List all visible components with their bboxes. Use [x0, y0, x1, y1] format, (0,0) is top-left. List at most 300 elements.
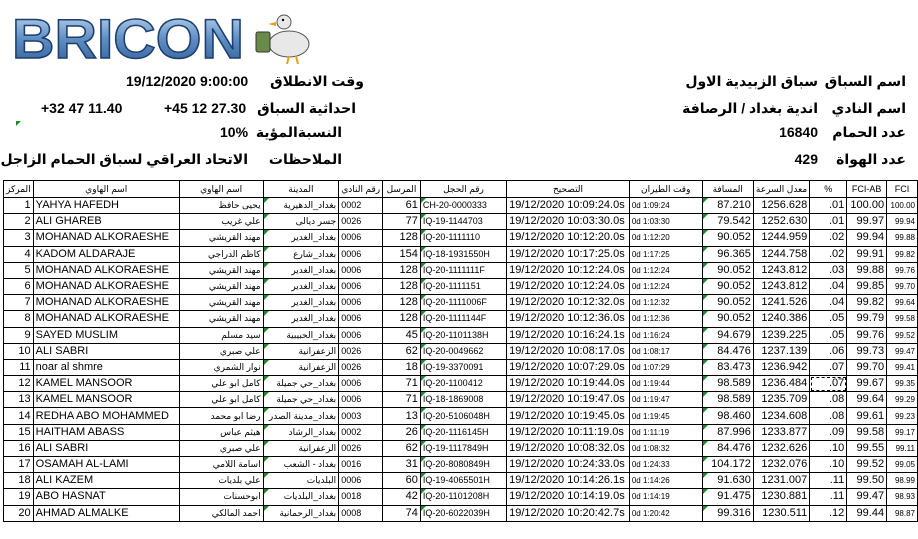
cell-distance[interactable]: 84.476	[702, 343, 753, 359]
cell-sent[interactable]: 154	[383, 246, 421, 262]
cell-name-en[interactable]: MOHANAD ALKORAESHE	[33, 278, 179, 294]
cell-ring[interactable]: IQ-20-1111006F	[420, 295, 506, 311]
cell-flight-time[interactable]: 0d 1:12:20	[629, 230, 702, 246]
cell-name-en[interactable]: KAMEL MANSOOR	[33, 392, 179, 408]
cell-distance[interactable]: 83.473	[702, 359, 753, 375]
cell-ring[interactable]: IQ-19-1117849H	[420, 440, 506, 456]
cell-club-no[interactable]: 0008	[339, 505, 383, 521]
cell-distance[interactable]: 96.365	[702, 246, 753, 262]
header-col-distance[interactable]: المسافة	[702, 181, 753, 198]
cell-percent[interactable]: .01	[810, 214, 847, 230]
cell-distance[interactable]: 87.996	[702, 424, 753, 440]
cell-rank[interactable]: 2	[4, 214, 34, 230]
cell-fci-ab[interactable]: 99.44	[847, 505, 887, 521]
cell-fci[interactable]: 99.11	[887, 440, 918, 456]
cell-sent[interactable]: 26	[383, 424, 421, 440]
cell-sent[interactable]: 62	[383, 440, 421, 456]
cell-fci-ab[interactable]: 99.94	[847, 230, 887, 246]
cell-name-en[interactable]: AHMAD ALMALKE	[33, 505, 179, 521]
cell-fci-ab[interactable]: 99.88	[847, 262, 887, 278]
cell-fci-ab[interactable]: 99.91	[847, 246, 887, 262]
header-col-speed[interactable]: معدل السرعة	[753, 181, 809, 198]
cell-name-en[interactable]: KADOM ALDARAJE	[33, 246, 179, 262]
cell-fci-ab[interactable]: 99.85	[847, 278, 887, 294]
cell-sent[interactable]: 61	[383, 198, 421, 214]
cell-correction[interactable]: 19/12/2020 10:11:19.0s	[507, 424, 630, 440]
cell-club-no[interactable]: 0006	[339, 311, 383, 327]
cell-correction[interactable]: 19/12/2020 10:19:47.0s	[507, 392, 630, 408]
cell-name-ar[interactable]: يحيى حافظ	[179, 198, 263, 214]
cell-fci[interactable]: 99.23	[887, 408, 918, 424]
cell-fci-ab[interactable]: 99.47	[847, 489, 887, 505]
cell-speed[interactable]: 1232.076	[753, 457, 809, 473]
cell-speed[interactable]: 1236.942	[753, 359, 809, 375]
cell-percent[interactable]: .03	[810, 262, 847, 278]
cell-speed[interactable]: 1252.630	[753, 214, 809, 230]
cell-club-no[interactable]: 0006	[339, 246, 383, 262]
cell-name-ar[interactable]: كامل ابو علي	[179, 376, 263, 392]
cell-name-en[interactable]: ALI KAZEM	[33, 473, 179, 489]
cell-rank[interactable]: 1	[4, 198, 34, 214]
cell-fci-ab[interactable]: 99.82	[847, 295, 887, 311]
header-col-flight-time[interactable]: وقت الطيران	[629, 181, 702, 198]
cell-rank[interactable]: 16	[4, 440, 34, 456]
cell-flight-time[interactable]: 0d 1:19:45	[629, 408, 702, 424]
cell-fci[interactable]: 99.94	[887, 214, 918, 230]
header-col-name-ar[interactable]: اسم الهاوي	[179, 181, 263, 198]
cell-speed[interactable]: 1231.007	[753, 473, 809, 489]
header-col-rank[interactable]: المركز	[4, 181, 34, 198]
cell-name-ar[interactable]: علي غريب	[179, 214, 263, 230]
header-col-city[interactable]: المدينة	[263, 181, 339, 198]
cell-name-ar[interactable]: علي صبري	[179, 440, 263, 456]
cell-speed[interactable]: 1237.139	[753, 343, 809, 359]
cell-rank[interactable]: 18	[4, 473, 34, 489]
table-row	[4, 359, 918, 375]
cell-correction[interactable]: 19/12/2020 10:17:25.0s	[507, 246, 630, 262]
cell-correction[interactable]: 19/12/2020 10:09:24.0s	[507, 198, 630, 214]
cell-name-en[interactable]: noar al shmre	[33, 359, 179, 375]
cell-sent[interactable]: 71	[383, 376, 421, 392]
cell-fci-ab[interactable]: 99.50	[847, 473, 887, 489]
cell-city[interactable]: بغداد_الغدير	[263, 311, 339, 327]
cell-city[interactable]: بغداد_مدينة الصدر	[263, 408, 339, 424]
cell-ring[interactable]: IQ-19-3370091	[420, 359, 506, 375]
cell-correction[interactable]: 19/12/2020 10:19:44.0s	[507, 376, 630, 392]
cell-correction[interactable]: 19/12/2020 10:08:32.0s	[507, 440, 630, 456]
cell-ring[interactable]: IQ-20-0049662	[420, 343, 506, 359]
cell-correction[interactable]: 19/12/2020 10:12:24.0s	[507, 262, 630, 278]
cell-name-ar[interactable]: علي بلديات	[179, 473, 263, 489]
cell-speed[interactable]: 1233.877	[753, 424, 809, 440]
cell-rank[interactable]: 13	[4, 392, 34, 408]
cell-name-en[interactable]: ALI SABRI	[33, 440, 179, 456]
cell-club-no[interactable]: 0006	[339, 278, 383, 294]
cell-rank[interactable]: 20	[4, 505, 34, 521]
cell-fci-ab[interactable]: 99.61	[847, 408, 887, 424]
cell-name-en[interactable]: ALI SABRI	[33, 343, 179, 359]
cell-percent[interactable]: .10	[810, 457, 847, 473]
cell-speed[interactable]: 1232.626	[753, 440, 809, 456]
cell-distance[interactable]: 104.172	[702, 457, 753, 473]
cell-flight-time[interactable]: 0d 1:08:17	[629, 343, 702, 359]
header-col-percent[interactable]: %	[810, 181, 847, 198]
table-row	[4, 311, 918, 327]
cell-flight-time[interactable]: 0d 1:11:19	[629, 424, 702, 440]
cell-ring[interactable]: IQ-20-5106048H	[420, 408, 506, 424]
cell-fci-ab[interactable]: 99.73	[847, 343, 887, 359]
cell-fci[interactable]: 99.47	[887, 343, 918, 359]
cell-ring[interactable]: IQ-19-1144703	[420, 214, 506, 230]
cell-club-no[interactable]: 0006	[339, 327, 383, 343]
cell-city[interactable]: جسر ديالى	[263, 214, 339, 230]
cell-ring[interactable]: IQ-20-1111111F	[420, 262, 506, 278]
cell-fci-ab[interactable]: 100.00	[847, 198, 887, 214]
cell-ring[interactable]: IQ-20-1116145H	[420, 424, 506, 440]
cell-name-en[interactable]: HAITHAM ABASS	[33, 424, 179, 440]
cell-fci-ab[interactable]: 99.55	[847, 440, 887, 456]
cell-flight-time[interactable]: 0d 1:07:29	[629, 359, 702, 375]
cell-name-en[interactable]: ALI GHAREB	[33, 214, 179, 230]
cell-sent[interactable]: 18	[383, 359, 421, 375]
header-col-correction[interactable]: التصحيح	[507, 181, 630, 198]
cell-ring[interactable]: IQ-20-6022039H	[420, 505, 506, 521]
cell-rank[interactable]: 3	[4, 230, 34, 246]
cell-distance[interactable]: 84.476	[702, 440, 753, 456]
cell-sent[interactable]: 128	[383, 230, 421, 246]
cell-flight-time[interactable]: 0d 1:20:42	[629, 505, 702, 521]
cell-correction[interactable]: 19/12/2020 10:19:45.0s	[507, 408, 630, 424]
cell-club-no[interactable]: 0002	[339, 424, 383, 440]
cell-speed[interactable]: 1239.225	[753, 327, 809, 343]
cell-ring[interactable]: IQ-19-4065501H	[420, 473, 506, 489]
cell-correction[interactable]: 19/12/2020 10:20:42.7s	[507, 505, 630, 521]
cell-name-en[interactable]: MOHANAD ALKORAESHE	[33, 311, 179, 327]
cell-percent[interactable]: .08	[810, 392, 847, 408]
cell-name-ar[interactable]: رضا ابو محمد	[179, 408, 263, 424]
header-col-ring[interactable]: رقم الحجل	[420, 181, 506, 198]
cell-flight-time[interactable]: 0d 1:12:36	[629, 311, 702, 327]
cell-flight-time[interactable]: 0d 1:12:32	[629, 295, 702, 311]
cell-name-ar[interactable]: مهند القريشي	[179, 295, 263, 311]
cell-city[interactable]: الزعفرانية	[263, 359, 339, 375]
cell-name-ar[interactable]: سيد مسلم	[179, 327, 263, 343]
cell-city[interactable]: الزعفرانية	[263, 440, 339, 456]
cell-fci-ab[interactable]: 99.67	[847, 376, 887, 392]
cell-ring[interactable]: IQ-20-1100412	[420, 376, 506, 392]
cell-percent[interactable]: .11	[810, 489, 847, 505]
cell-name-ar[interactable]: مهند القريشي	[179, 278, 263, 294]
cell-flight-time[interactable]: 0d 1:14:26	[629, 473, 702, 489]
cell-flight-time[interactable]: 0d 1:19:44	[629, 376, 702, 392]
cell-name-ar[interactable]: ابوحسنات	[179, 489, 263, 505]
cell-sent[interactable]: 128	[383, 278, 421, 294]
cell-name-ar[interactable]: علي صبري	[179, 343, 263, 359]
cell-speed[interactable]: 1244.959	[753, 230, 809, 246]
cell-club-no[interactable]: 0006	[339, 262, 383, 278]
header-col-name-en[interactable]: اسم الهاوي	[33, 181, 179, 198]
cell-fci[interactable]: 99.05	[887, 457, 918, 473]
cell-name-en[interactable]: SAYED MUSLIM	[33, 327, 179, 343]
cell-fci[interactable]: 98.99	[887, 473, 918, 489]
cell-city[interactable]: بغداد_شارع	[263, 246, 339, 262]
cell-name-en[interactable]: OSAMAH AL-LAMI	[33, 457, 179, 473]
cell-ring[interactable]: IQ-20-8080849H	[420, 457, 506, 473]
percent-label: النسبةالمؤية	[255, 124, 342, 140]
header-col-sent[interactable]: المرسل	[383, 181, 421, 198]
cell-correction[interactable]: 19/12/2020 10:12:36.0s	[507, 311, 630, 327]
cell-percent[interactable]: .12	[810, 505, 847, 521]
cell-fci-ab[interactable]: 99.79	[847, 311, 887, 327]
cell-flight-time[interactable]: 0d 1:17:25	[629, 246, 702, 262]
cell-club-no[interactable]: 0026	[339, 359, 383, 375]
cell-club-no[interactable]: 0002	[339, 198, 383, 214]
cell-correction[interactable]: 19/12/2020 10:24:33.0s	[507, 457, 630, 473]
cell-club-no[interactable]: 0006	[339, 392, 383, 408]
pigeon-icon	[256, 15, 309, 64]
cell-city[interactable]: بغداد_حي جميلة	[263, 376, 339, 392]
cell-sent[interactable]: 60	[383, 473, 421, 489]
cell-sent[interactable]: 128	[383, 262, 421, 278]
cell-fci[interactable]: 99.35	[887, 376, 918, 392]
cell-fci-ab[interactable]: 99.70	[847, 359, 887, 375]
cell-city[interactable]: بغداد_الغدير	[263, 230, 339, 246]
cell-fci[interactable]: 99.64	[887, 295, 918, 311]
cell-club-no[interactable]: 0006	[339, 376, 383, 392]
cell-rank[interactable]: 17	[4, 457, 34, 473]
cell-name-ar[interactable]: هيثم عباس	[179, 424, 263, 440]
cell-city[interactable]: بغداد_الدهيرية	[263, 198, 339, 214]
cell-distance[interactable]: 98.460	[702, 408, 753, 424]
cell-name-ar[interactable]: اسامة اللامي	[179, 457, 263, 473]
cell-fci[interactable]: 99.17	[887, 424, 918, 440]
cell-speed[interactable]: 1241.526	[753, 295, 809, 311]
cell-flight-time[interactable]: 0d 1:09:24	[629, 198, 702, 214]
cell-ring[interactable]: IQ-20-1111110	[420, 230, 506, 246]
cell-city[interactable]: بغداد_الحبيبية	[263, 327, 339, 343]
cell-city[interactable]: بغداد - الشعب	[263, 457, 339, 473]
cell-city[interactable]: بغداد_حي جميلة	[263, 392, 339, 408]
cell-percent[interactable]: .04	[810, 278, 847, 294]
cell-city[interactable]: بغداد_الغدير	[263, 278, 339, 294]
cell-city[interactable]: بغداد_الرشاد	[263, 424, 339, 440]
cell-name-en[interactable]: MOHANAD ALKORAESHE	[33, 295, 179, 311]
cell-name-en[interactable]: MOHANAD ALKORAESHE	[33, 262, 179, 278]
cell-club-no[interactable]: 0003	[339, 408, 383, 424]
cell-fci[interactable]: 99.76	[887, 262, 918, 278]
cell-distance[interactable]: 90.052	[702, 311, 753, 327]
cell-correction[interactable]: 19/12/2020 10:16:24.1s	[507, 327, 630, 343]
cell-fci[interactable]: 100.00	[887, 198, 918, 214]
cell-percent[interactable]: .07	[810, 376, 847, 392]
cell-distance[interactable]: 90.052	[702, 295, 753, 311]
cell-name-ar[interactable]: كامل ابو علي	[179, 392, 263, 408]
cell-distance[interactable]: 99.316	[702, 505, 753, 521]
cell-flight-time[interactable]: 0d 1:08:32	[629, 440, 702, 456]
cell-name-en[interactable]: MOHANAD ALKORAESHE	[33, 230, 179, 246]
cell-correction[interactable]: 19/12/2020 10:14:19.0s	[507, 489, 630, 505]
cell-name-ar[interactable]: مهند القريشي	[179, 230, 263, 246]
cell-sent[interactable]: 71	[383, 392, 421, 408]
cell-rank[interactable]: 19	[4, 489, 34, 505]
cell-fci[interactable]: 98.87	[887, 505, 918, 521]
cell-rank[interactable]: 5	[4, 262, 34, 278]
cell-ring[interactable]: CH-20-0000333	[420, 198, 506, 214]
cell-fci-ab[interactable]: 99.76	[847, 327, 887, 343]
cell-club-no[interactable]: 0026	[339, 440, 383, 456]
cell-club-no[interactable]: 0026	[339, 214, 383, 230]
cell-percent[interactable]: .08	[810, 408, 847, 424]
cell-name-ar[interactable]: مهند القريشي	[179, 311, 263, 327]
cell-rank[interactable]: 4	[4, 246, 34, 262]
header-col-fci-ab[interactable]: FCI-AB	[847, 181, 887, 198]
header-col-club-no[interactable]: رقم النادي	[339, 181, 383, 198]
cell-rank[interactable]: 8	[4, 311, 34, 327]
cell-fci[interactable]: 99.70	[887, 278, 918, 294]
cell-fci[interactable]: 99.52	[887, 327, 918, 343]
cell-city[interactable]: البلديات	[263, 473, 339, 489]
cell-fci[interactable]: 99.88	[887, 230, 918, 246]
cell-name-en[interactable]: ABO HASNAT	[33, 489, 179, 505]
cell-rank[interactable]: 7	[4, 295, 34, 311]
cell-club-no[interactable]: 0006	[339, 230, 383, 246]
cell-ring[interactable]: IQ-18-1931550H	[420, 246, 506, 262]
cell-speed[interactable]: 1256.628	[753, 198, 809, 214]
cell-sent[interactable]: 77	[383, 214, 421, 230]
club-name-value: اندية بغداد / الرصافة	[682, 100, 818, 116]
cell-city[interactable]: الزعفرانية	[263, 343, 339, 359]
cell-fci-ab[interactable]: 99.97	[847, 214, 887, 230]
notes-label: الملاحظات	[268, 151, 342, 167]
cell-correction[interactable]: 19/12/2020 10:03:30.0s	[507, 214, 630, 230]
cell-fci[interactable]: 99.41	[887, 359, 918, 375]
cell-distance[interactable]: 98.589	[702, 376, 753, 392]
cell-city[interactable]: بغداد_الرحمانية	[263, 505, 339, 521]
cell-distance[interactable]: 87.210	[702, 198, 753, 214]
cell-fci[interactable]: 99.58	[887, 311, 918, 327]
cell-name-ar[interactable]: احمد المالكي	[179, 505, 263, 521]
cell-percent[interactable]: .11	[810, 473, 847, 489]
cell-fci-ab[interactable]: 99.52	[847, 457, 887, 473]
cell-sent[interactable]: 45	[383, 327, 421, 343]
cell-percent[interactable]: .01	[810, 198, 847, 214]
header-col-fci[interactable]: FCI	[887, 181, 918, 198]
cell-rank[interactable]: 11	[4, 359, 34, 375]
cell-percent[interactable]: .02	[810, 246, 847, 262]
cell-club-no[interactable]: 0006	[339, 295, 383, 311]
cell-fci[interactable]: 99.29	[887, 392, 918, 408]
cell-flight-time[interactable]: 0d 1:03:30	[629, 214, 702, 230]
cell-percent[interactable]: .04	[810, 295, 847, 311]
cell-fci-ab[interactable]: 99.64	[847, 392, 887, 408]
cell-name-en[interactable]: YAHYA HAFEDH	[33, 198, 179, 214]
cell-ring[interactable]: IQ-20-1111151	[420, 278, 506, 294]
cell-ring[interactable]: IQ-18-1869008	[420, 392, 506, 408]
cell-speed[interactable]: 1243.812	[753, 278, 809, 294]
cell-percent[interactable]: .05	[810, 327, 847, 343]
cell-distance[interactable]: 90.052	[702, 262, 753, 278]
cell-city[interactable]: بغداد_الغدير	[263, 295, 339, 311]
cell-name-en[interactable]: REDHA ABO MOHAMMED	[33, 408, 179, 424]
cell-flight-time[interactable]: 0d 1:12:24	[629, 278, 702, 294]
cell-name-ar[interactable]: مهند القريشي	[179, 262, 263, 278]
cell-speed[interactable]: 1243.812	[753, 262, 809, 278]
cell-distance[interactable]: 90.052	[702, 230, 753, 246]
cell-speed[interactable]: 1244.758	[753, 246, 809, 262]
cell-fci-ab[interactable]: 99.58	[847, 424, 887, 440]
cell-percent[interactable]: .07	[810, 359, 847, 375]
cell-club-no[interactable]: 0006	[339, 473, 383, 489]
cell-sent[interactable]: 62	[383, 343, 421, 359]
cell-correction[interactable]: 19/12/2020 10:12:24.0s	[507, 278, 630, 294]
cell-percent[interactable]: .05	[810, 311, 847, 327]
cell-rank[interactable]: 15	[4, 424, 34, 440]
cell-speed[interactable]: 1234.608	[753, 408, 809, 424]
cell-speed[interactable]: 1230.511	[753, 505, 809, 521]
cell-distance[interactable]: 91.630	[702, 473, 753, 489]
cell-correction[interactable]: 19/12/2020 10:14:26.1s	[507, 473, 630, 489]
cell-flight-time[interactable]: 0d 1:12:24	[629, 262, 702, 278]
cell-percent[interactable]: .02	[810, 230, 847, 246]
cell-rank[interactable]: 6	[4, 278, 34, 294]
cell-fci[interactable]: 98.93	[887, 489, 918, 505]
cell-correction[interactable]: 19/12/2020 10:07:29.0s	[507, 359, 630, 375]
cell-speed[interactable]: 1230.881	[753, 489, 809, 505]
cell-flight-time[interactable]: 0d 1:19:47	[629, 392, 702, 408]
cell-distance[interactable]: 91.475	[702, 489, 753, 505]
cell-rank[interactable]: 12	[4, 376, 34, 392]
cell-percent[interactable]: .09	[810, 424, 847, 440]
cell-speed[interactable]: 1235.709	[753, 392, 809, 408]
cell-flight-time[interactable]: 0d 1:16:24	[629, 327, 702, 343]
cell-ring[interactable]: IQ-20-1111144F	[420, 311, 506, 327]
cell-sent[interactable]: 128	[383, 311, 421, 327]
cell-rank[interactable]: 14	[4, 408, 34, 424]
cell-ring[interactable]: IQ-20-1101208H	[420, 489, 506, 505]
cell-sent[interactable]: 74	[383, 505, 421, 521]
cell-percent[interactable]: .06	[810, 343, 847, 359]
cell-distance[interactable]: 79.542	[702, 214, 753, 230]
cell-city[interactable]: بغداد_الغدير	[263, 262, 339, 278]
cell-correction[interactable]: 19/12/2020 10:12:20.0s	[507, 230, 630, 246]
cell-sent[interactable]: 31	[383, 457, 421, 473]
cell-city[interactable]: بغداد_البلديات	[263, 489, 339, 505]
cell-fci[interactable]: 99.82	[887, 246, 918, 262]
cell-name-en[interactable]: KAMEL MANSOOR	[33, 376, 179, 392]
cell-correction[interactable]: 19/12/2020 10:12:32.0s	[507, 295, 630, 311]
cell-club-no[interactable]: 0018	[339, 489, 383, 505]
cell-distance[interactable]: 94.679	[702, 327, 753, 343]
cell-ring[interactable]: IQ-20-1101138H	[420, 327, 506, 343]
cell-rank[interactable]: 10	[4, 343, 34, 359]
cell-club-no[interactable]: 0016	[339, 457, 383, 473]
cell-flight-time[interactable]: 0d 1:14:19	[629, 489, 702, 505]
cell-speed[interactable]: 1236.484	[753, 376, 809, 392]
cell-distance[interactable]: 98.589	[702, 392, 753, 408]
cell-club-no[interactable]: 0026	[339, 343, 383, 359]
cell-distance[interactable]: 90.052	[702, 278, 753, 294]
cell-flight-time[interactable]: 0d 1:24:33	[629, 457, 702, 473]
cell-rank[interactable]: 9	[4, 327, 34, 343]
cell-name-ar[interactable]: كاظم الدراجي	[179, 246, 263, 262]
cell-sent[interactable]: 42	[383, 489, 421, 505]
cell-sent[interactable]: 13	[383, 408, 421, 424]
cell-speed[interactable]: 1240.386	[753, 311, 809, 327]
cell-percent[interactable]: .10	[810, 440, 847, 456]
cell-name-ar[interactable]: نوار الشمري	[179, 359, 263, 375]
cell-correction[interactable]: 19/12/2020 10:08:17.0s	[507, 343, 630, 359]
cell-sent[interactable]: 128	[383, 295, 421, 311]
